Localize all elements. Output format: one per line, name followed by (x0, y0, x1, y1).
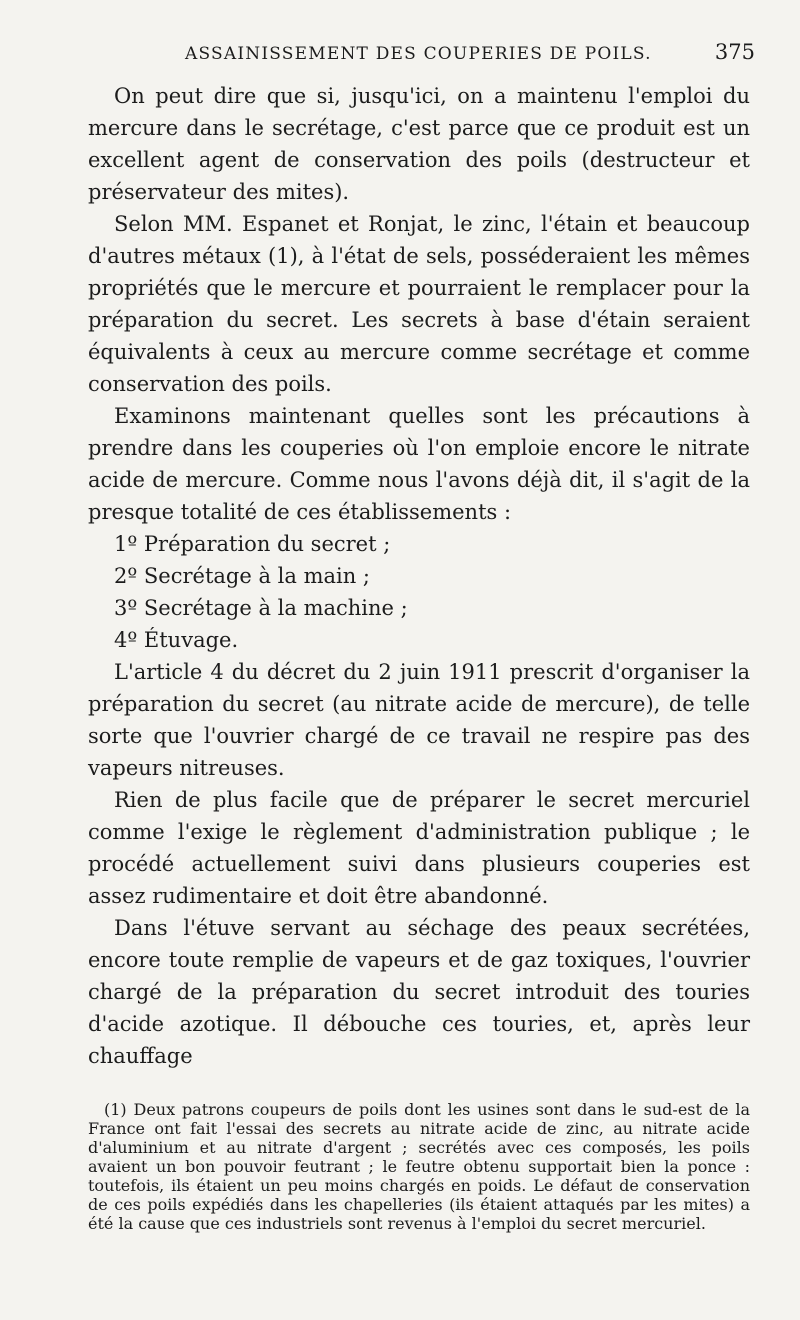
paragraph: L'article 4 du décret du 2 juin 1911 prescrit d'organiser la préparation du secret (au nitrate acide de mercure), de telle sorte que l'ouvrier chargé de ce travail ne respire pas des vapeurs nitreuses. (88, 660, 750, 780)
paragraph: Dans l'étuve servant au séchage des peaux secrétées, encore toute remplie de vapeurs et de gaz toxiques, l'ouvrier chargé de la préparation du secret introduit des touries d'acide azotique. Il débouche ces touries, et, après leur chauffage (88, 916, 750, 1068)
paragraph: Examinons maintenant quelles sont les précautions à prendre dans les couperies où l'on emploie encore le nitrate acide de mercure. Comme nous l'avons déjà dit, il s'agit de la presque totalité de ces établissements : (88, 404, 750, 524)
paragraph: Rien de plus facile que de préparer le secret mercuriel comme l'exige le règlement d'administration publique ; le procédé actuellement suivi dans plusieurs couperies est assez rudimentaire et doit être abandonné. (88, 788, 750, 908)
list-item: 1º Préparation du secret ; (114, 532, 391, 556)
page-number: 375 (714, 40, 755, 64)
paragraph: Selon MM. Espanet et Ronjat, le zinc, l'étain et beaucoup d'autres métaux (1), à l'état de sels, posséderaient les mêmes propriétés que le mercure et pourraient le remplacer pour la préparation du secret. Les secrets à base d'étain seraient équivalents à ceux au mercure comme secrétage et comme conservation des poils. (88, 212, 750, 396)
list-item: 2º Secrétage à la main ; (114, 564, 370, 588)
footnote: (1) Deux patrons coupeurs de poils dont les usines sont dans le sud-est de la France ont fait l'essai des secrets au nitrate acide de zinc, au nitrate acide d'aluminium et au nitrate d'argent ; secrétés avec ces composés, les poils avaient un bon pouvoir feutrant ; le feutre obtenu supportait bien la ponce : toutefois, ils étaient un peu moins chargés en poids. Le défaut de conservation de ces poils expédiés dans les chapelleries (ils étaient attaqués par les mites) a été la cause que ces industriels sont revenus à l'emploi du secret mercuriel. (88, 1100, 750, 1233)
list-item: 4º Étuvage. (114, 628, 239, 652)
paragraph: On peut dire que si, jusqu'ici, on a maintenu l'emploi du mercure dans le secrétage, c'est parce que ce produit est un excellent agent de conservation des poils (destructeur et préservateur des mites). (88, 84, 750, 204)
list-item: 3º Secrétage à la machine ; (114, 596, 408, 620)
running-title: ASSAINISSEMENT DES COUPERIES DE POILS. (185, 44, 652, 64)
page-header (185, 40, 755, 76)
main-text (88, 80, 750, 1072)
